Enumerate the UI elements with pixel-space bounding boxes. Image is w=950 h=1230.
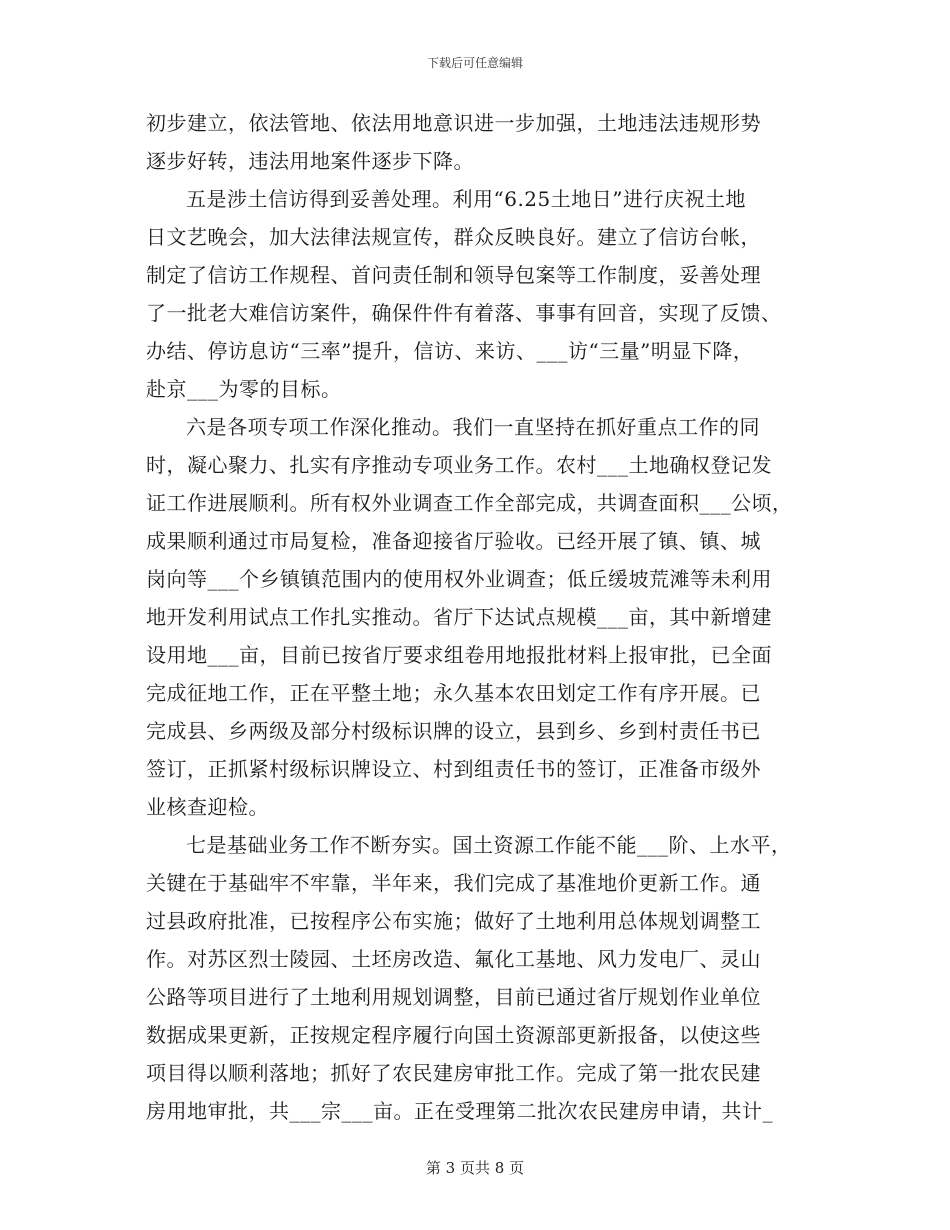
text-line: 项目得以顺利落地；抓好了农民建房审批工作。完成了第一批农民建	[146, 1061, 761, 1085]
page-header: 下载后可任意编辑	[426, 56, 523, 70]
text-line: 逐步好转，违法用地案件逐步下降。	[146, 149, 474, 173]
text-line: 完成征地工作，正在平整土地；永久基本农田划定工作有序开展。已	[146, 681, 761, 705]
text-line: 设用地___亩，目前已按省厅要求组卷用地报批材料上报审批，已全面	[146, 643, 772, 667]
text-line: 日文艺晚会，加大法律法规宣传，群众反映良好。建立了信访台帐，	[146, 225, 761, 249]
text-line: 地开发利用试点工作扎实推动。省厅下达试点规模___亩，其中新增建	[146, 605, 772, 629]
text-line: 签订，正抓紧村级标识牌设立、村到组责任书的签订，正准备市级外	[146, 757, 761, 781]
text-line: 完成县、乡两级及部分村级标识牌的设立，县到乡、乡到村责任书已	[146, 719, 761, 743]
text-line: 了一批老大难信访案件，确保件件有着落、事事有回音，实现了反馈、	[146, 301, 782, 325]
text-line: 房用地审批，共___宗___亩。正在受理第二批次农民建房申请，共计_	[146, 1099, 773, 1123]
text-line: 业核查迎检。	[146, 795, 269, 819]
paragraph-start-line: 七是基础业务工作不断夯实。国土资源工作能不能___阶、上水平，	[186, 833, 792, 857]
text-line: 公路等项目进行了土地利用规划调整，目前已通过省厅规划作业单位	[146, 985, 761, 1009]
text-line: 过县政府批准，已按程序公布实施；做好了土地利用总体规划调整工	[146, 909, 761, 933]
text-line: 赴京___为零的目标。	[146, 377, 342, 401]
paragraph-start-line: 六是各项专项工作深化推动。我们一直坚持在抓好重点工作的同	[186, 415, 760, 439]
text-line: 数据成果更新，正按规定程序履行向国土资源部更新报备，以使这些	[146, 1023, 761, 1047]
text-line: 证工作进展顺利。所有权外业调查工作全部完成，共调查面积___公顷，	[146, 491, 793, 515]
page-number-footer: 第 3 页共 8 页	[425, 1159, 525, 1177]
text-line: 作。对苏区烈士陵园、土坯房改造、氟化工基地、风力发电厂、灵山	[146, 947, 761, 971]
text-line: 关键在于基础牢不牢靠，半年来，我们完成了基准地价更新工作。通	[146, 871, 761, 895]
text-line: 办结、停访息访“三率”提升，信访、来访、___访“三量”明显下降，	[146, 339, 754, 363]
text-line: 初步建立，依法管地、依法用地意识进一步加强，土地违法违规形势	[146, 111, 761, 135]
text-line: 成果顺利通过市局复检，准备迎接省厅验收。已经开展了镇、镇、城	[146, 529, 761, 553]
text-line: 岗向等___个乡镇镇范围内的使用权外业调查；低丘缓坡荒滩等未利用	[146, 567, 772, 591]
text-line: 制定了信访工作规程、首问责任制和领导包案等工作制度，妥善处理	[146, 263, 761, 287]
paragraph-start-line: 五是涉土信访得到妥善处理。利用“6.25土地日”进行庆祝土地	[186, 187, 746, 211]
document-body	[146, 104, 806, 1130]
text-line: 时，凝心聚力、扎实有序推动专项业务工作。农村___土地确权登记发	[146, 453, 772, 477]
